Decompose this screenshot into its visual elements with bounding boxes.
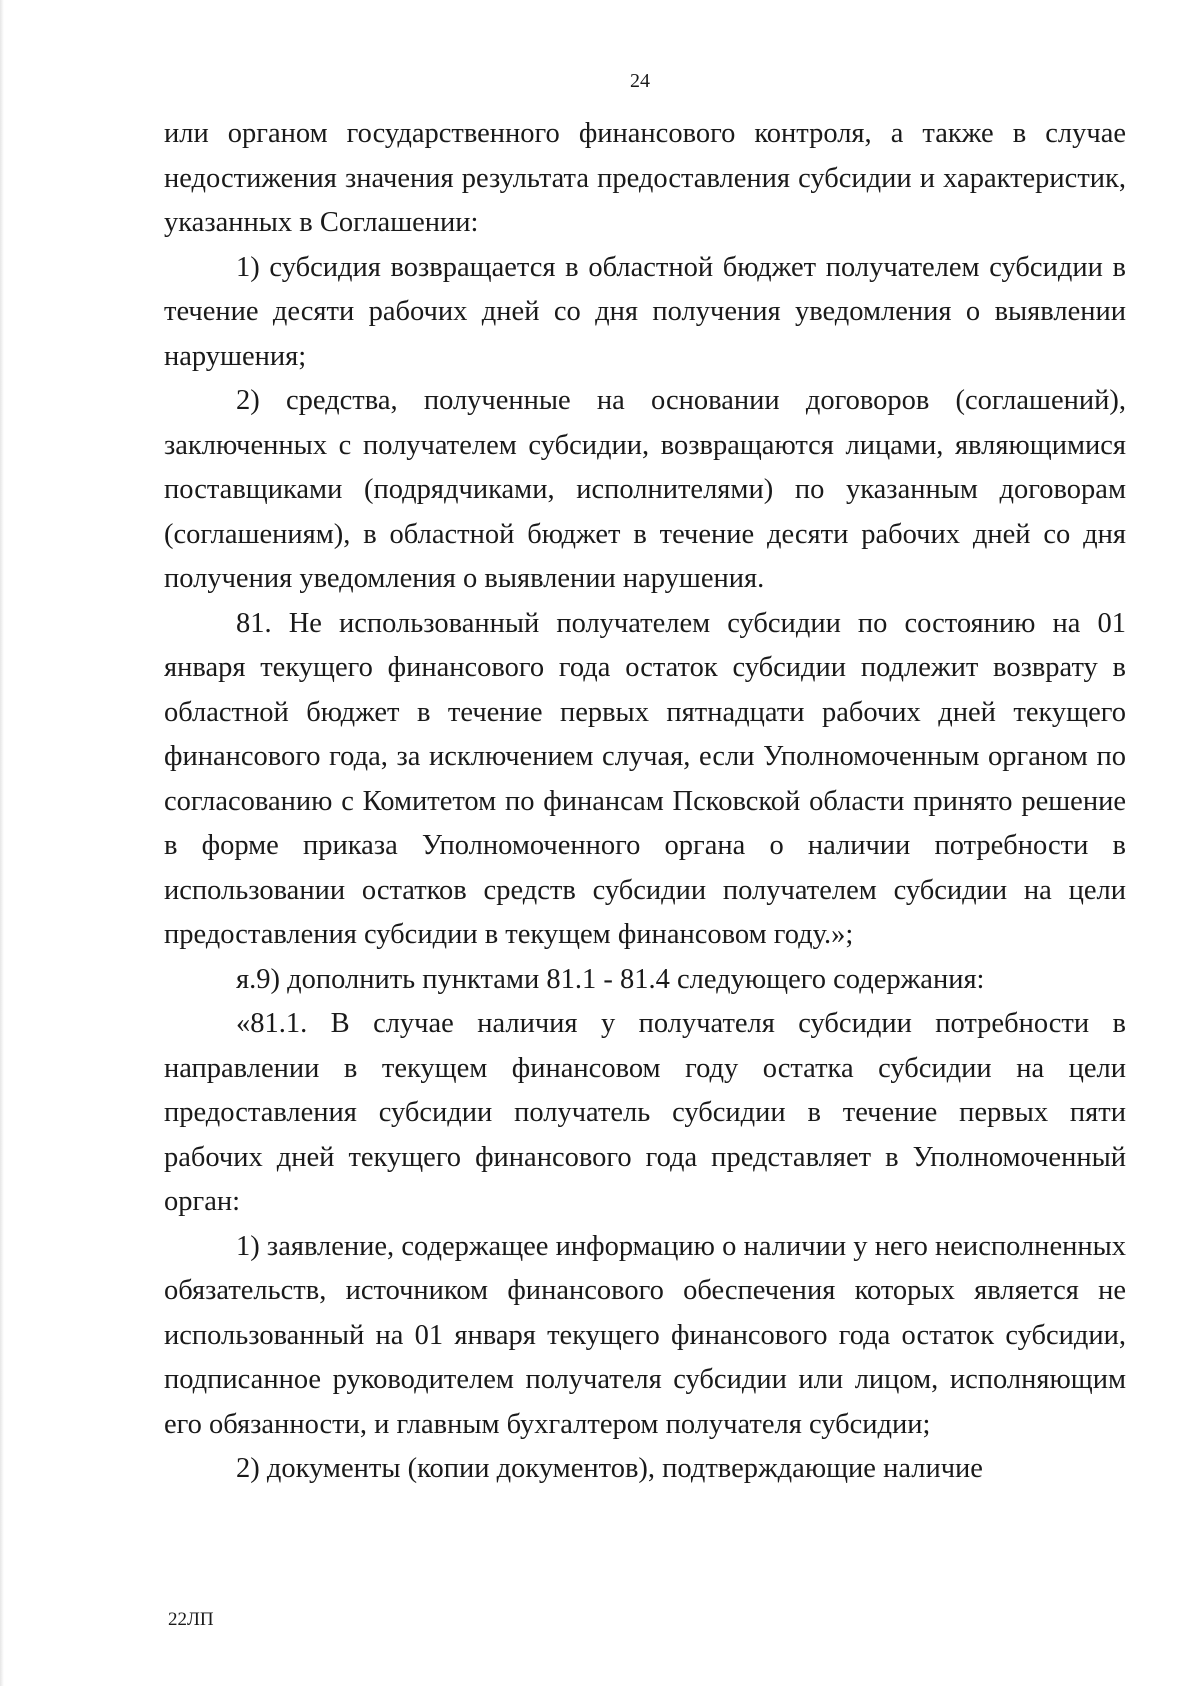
paragraph-item-1: 1) субсидия возвращается в областной бюджет получателем субсидии в течение десяти рабочих дней со дня получения уведомления о выявлении нарушения; <box>164 251 1126 372</box>
page-number: 24 <box>630 70 650 92</box>
document-body <box>164 112 1126 1492</box>
paragraph-81-1-item-2: 2) документы (копии документов), подтверждающие наличие <box>236 1453 983 1484</box>
paragraph-ya9: я.9) дополнить пунктами 81.1 - 81.4 следующего содержания: <box>236 963 985 995</box>
scan-edge <box>0 0 4 1686</box>
paragraph-81-1: «81.1. В случае наличия у получателя субсидии потребности в направлении в текущем финансовом году остатка субсидии на цели предоставления субсидии получатель субсидии в течение первых пяти рабочих дней текущего финансового года представляет в Уполномоченный орган: <box>164 1008 1126 1217</box>
paragraph-item-2: 2) средства, полученные на основании договоров (соглашений), заключенных с получателем субсидии, возвращаются лицами, являющимися поставщиками (подрядчиками, исполнителями) по указанным договорам (соглашениям), в областной бюджет в течение десяти рабочих дней со дня получения уведомления о выявлении нарушения. <box>164 385 1126 594</box>
footer-code: 22ЛП <box>168 1609 214 1630</box>
paragraph-continuation: или органом государственного финансового контроля, а также в случае недостижения значения результата предоставления субсидии и характеристик, указанных в Соглашении: <box>164 118 1126 238</box>
paragraph-81: 81. Не использованный получателем субсидии по состоянию на 01 января текущего финансового года остаток субсидии подлежит возврату в областной бюджет в течение первых пятнадцати рабочих дней текущего финансового года, за исключением случая, если Уполномоченным органом по согласованию с Комитетом по финансам Псковской области принято решение в форме приказа Уполномоченного органа о наличии потребности в использовании остатков средств субсидии получателем субсидии на цели предоставления субсидии в текущем финансовом году.»; <box>164 607 1126 950</box>
paragraph-81-1-item-1: 1) заявление, содержащее информацию о наличии у него неисполненных обязательств, источником финансового обеспечения которых является не использованный на 01 января текущего финансового года остаток субсидии, подписанное руководителем получателя субсидии или лицом, исполняющим его обязанности, и главным бухгалтером получателя субсидии; <box>164 1230 1126 1440</box>
